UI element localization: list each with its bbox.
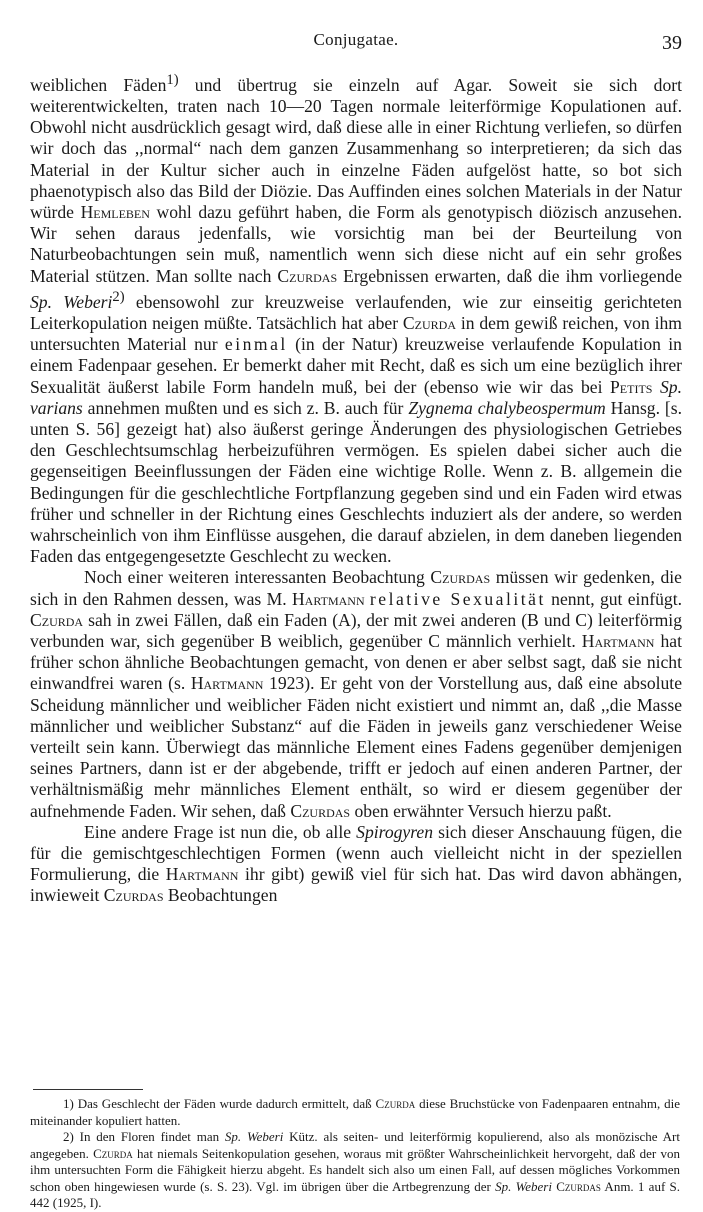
- text-run: hat früher schon ähnliche Beobachtungen gemacht, von denen er aber selbst sagt, daß sie nicht einwandfrei waren (s.: [30, 631, 682, 694]
- author-name: Hartmann: [291, 588, 365, 609]
- author-name: Czurda: [30, 609, 84, 630]
- text-run: Noch einer weiteren interessanten Beobachtung: [84, 567, 431, 588]
- species-name: Sp. Weberi: [224, 1129, 284, 1144]
- author-name: Czurdas: [103, 885, 164, 906]
- footnotes: [30, 1096, 680, 1212]
- text-run: (in der Natur) kreuzweise verlaufende Kopulation in einem Fadenpaar gesehen. Er bemerkt daher mit Recht, daß es sich um eine bezüglich ihrer Sexualität äußerst labile Form handeln muß, bei der (ebenso wie wir das bei: [30, 334, 682, 397]
- author-name: Czurdas: [430, 567, 491, 588]
- text-run: Beobachtungen: [163, 885, 278, 906]
- footnote-1: [30, 1096, 680, 1129]
- text-run: ebensowohl zur kreuzweise verlaufenden, wie zur einseitig gerichteten Leiterkopulation neigen müßte. Tatsächlich hat aber: [30, 291, 682, 333]
- author-name: Hartmann: [165, 864, 239, 885]
- text-run: nennt, gut einfügt.: [545, 588, 682, 609]
- species-name: Sp. Weberi: [495, 1178, 552, 1194]
- paragraph-3: [30, 822, 682, 907]
- text-run: in dem gewiß reichen, von ihm untersuchten Material nur: [30, 312, 682, 355]
- footnote-divider: [33, 1089, 143, 1090]
- main-text: [30, 70, 682, 907]
- footnote-ref-1: 1): [166, 72, 179, 88]
- footnote-ref-2: 2): [112, 288, 125, 305]
- spaced-emphasis: relative Sexualität: [369, 588, 546, 609]
- page-number: 39: [662, 32, 682, 54]
- text-run: Kütz. als seiten- und leiterförmig kopulierend, also als monözische Art angegeben.: [30, 1129, 680, 1161]
- text-run: hat niemals Seitenkopulation gesehen, woraus mit größter Wahrscheinlichkeit hervorgeht, daß der von ihm untersuchten Form die Fähigkeit hierzu abgeht. Es handelt sich also um einen Fall, auf dessen mögliches Vorkommen schon oben hingewiesen wurde (s. S. 23). Vgl. im übrigen über die Artbegrenzung der: [30, 1145, 680, 1194]
- author-name: Czurda: [402, 312, 456, 333]
- text-run: weiblichen Fäden: [30, 74, 167, 95]
- text-run: müssen wir gedenken, die sich in den Rahmen dessen, was M.: [30, 567, 682, 609]
- species-name: Sp. Weberi: [30, 291, 113, 312]
- author-name: Czurdas: [277, 265, 338, 286]
- author-name: Czurda: [375, 1096, 416, 1111]
- text-run: ihr gibt) gewiß viel für sich hat. Das wird davon abhängen, inwieweit: [30, 864, 683, 906]
- author-name: Czurdas: [290, 800, 351, 821]
- genus-name: Spirogyren: [356, 821, 434, 842]
- text-run: sah in zwei Fällen, daß ein Faden (A), der mit zwei anderen (B und C) leiterförmig verbunden war, sich gegenüber B weiblich, gegenüber C männlich verhielt.: [30, 609, 682, 651]
- text-run: 1923). Er geht von der Vorstellung aus, daß eine absolute Scheidung männlicher und weiblicher Fäden nicht existiert und nimmt an, daß ,,die Masse männlicher und weiblicher Substanz“ auf die Fäden in jeweils ganz verschiedener Weise verteilt sein kann. Überwiegt das männliche Element eines Fadens gegenüber demjenigen seines Partners, dann ist er der abgebende, trifft er jedoch auf einen anderen Partner, der verhältnismäßig mehr männliches Element enthält, so wird er diesem gegenüber der aufnehmende Faden. Wir sehen, daß: [30, 673, 683, 821]
- author-name: Hemleben: [80, 202, 150, 223]
- page-header: [30, 30, 682, 56]
- species-name: Zygnema chalybeospermum: [408, 397, 606, 418]
- footnote-2: [30, 1129, 680, 1212]
- text-run: Eine andere Frage ist nun die, ob alle: [84, 821, 357, 842]
- running-title: Conjugatae.: [313, 30, 399, 49]
- text-run: Hansg. [s. unten S. 56] gezeigt hat) also äußerst geringe Änderungen des physiologischen Getriebes den Geschlechtsumschlag herbeizuführen vermögen. Es spielen dabei sicher auch die gegenseitigen Beeinflussungen der Fäden eine wichtige Rolle. Wenn z. B. allgemein die Bedingungen für die geschlechtliche Fortpflanzung gegeben sind und ein Faden wird etwas früher und schneller in der Richtung eines Geschlechts induziert als der andere, so werden wahrscheinlich von ihm Einflüsse ausgehen, die darauf abzielen, in dem daneben liegenden Faden das entgegengesetzte Geschlecht zu wecken.: [30, 397, 682, 567]
- text-run: 2) In den Floren findet man: [63, 1129, 225, 1144]
- spaced-emphasis: einmal: [224, 334, 288, 355]
- text-run: wohl dazu geführt haben, die Form als genotypisch diözisch anzusehen. Wir sehen daraus jedenfalls, wie vorsichtig man bei der Beurteilung von Naturbeobachtungen sein muß, namentlich wenn sich diese nicht auf ein sehr großes Material stützen. Man sollte nach: [30, 202, 682, 286]
- text-run: annehmen mußten und es sich z. B. auch für: [82, 397, 409, 418]
- text-run: Anm. 1 auf S. 442 (1925, I).: [30, 1178, 681, 1210]
- author-name: Czurdas: [556, 1178, 601, 1194]
- author-name: Petits: [610, 376, 653, 397]
- author-name: Hartmann: [190, 673, 264, 694]
- text-run: und übertrug sie einzeln auf Agar. Soweit sie sich dort weiterentwickelten, traten nach 10—20 Tagen normale leiterförmige Kopulationen auf. Obwohl nicht ausdrücklich gesagt wird, daß diese alle in einer Richtung verliefen, so dürfen wir doch das ,,normal“ nach dem ganzen Zusammenhang so interpretieren; da sich das Material in der Kultur sicher auch in einzelne Fäden aufgelöst hatte, so bot sich phaenotypisch also das Bild der Diözie. Das Auffinden eines solchen Materials in der Natur würde: [30, 74, 682, 223]
- author-name: Hartmann: [581, 631, 655, 651]
- author-name: Czurda: [93, 1145, 133, 1161]
- text-run: [652, 377, 660, 397]
- text-run: Ergebnissen erwarten, daß die ihm vorliegende: [337, 265, 682, 286]
- text-run: diese Bruchstücke von Fadenpaaren entnahm, die miteinander kopuliert hatten.: [30, 1096, 680, 1128]
- paragraph-1: [30, 70, 682, 567]
- paragraph-2: [30, 567, 682, 821]
- text-run: oben erwähnter Versuch hierzu paßt.: [350, 800, 612, 821]
- text-run: 1) Das Geschlecht der Fäden wurde dadurch ermittelt, daß: [63, 1096, 376, 1111]
- species-name: Sp. varians: [30, 376, 682, 418]
- text-run: sich dieser Anschauung fügen, die für die gemischtgeschlechtigen Formen (wenn auch vielleicht nicht in der speziellen Formulierung, die: [30, 821, 682, 885]
